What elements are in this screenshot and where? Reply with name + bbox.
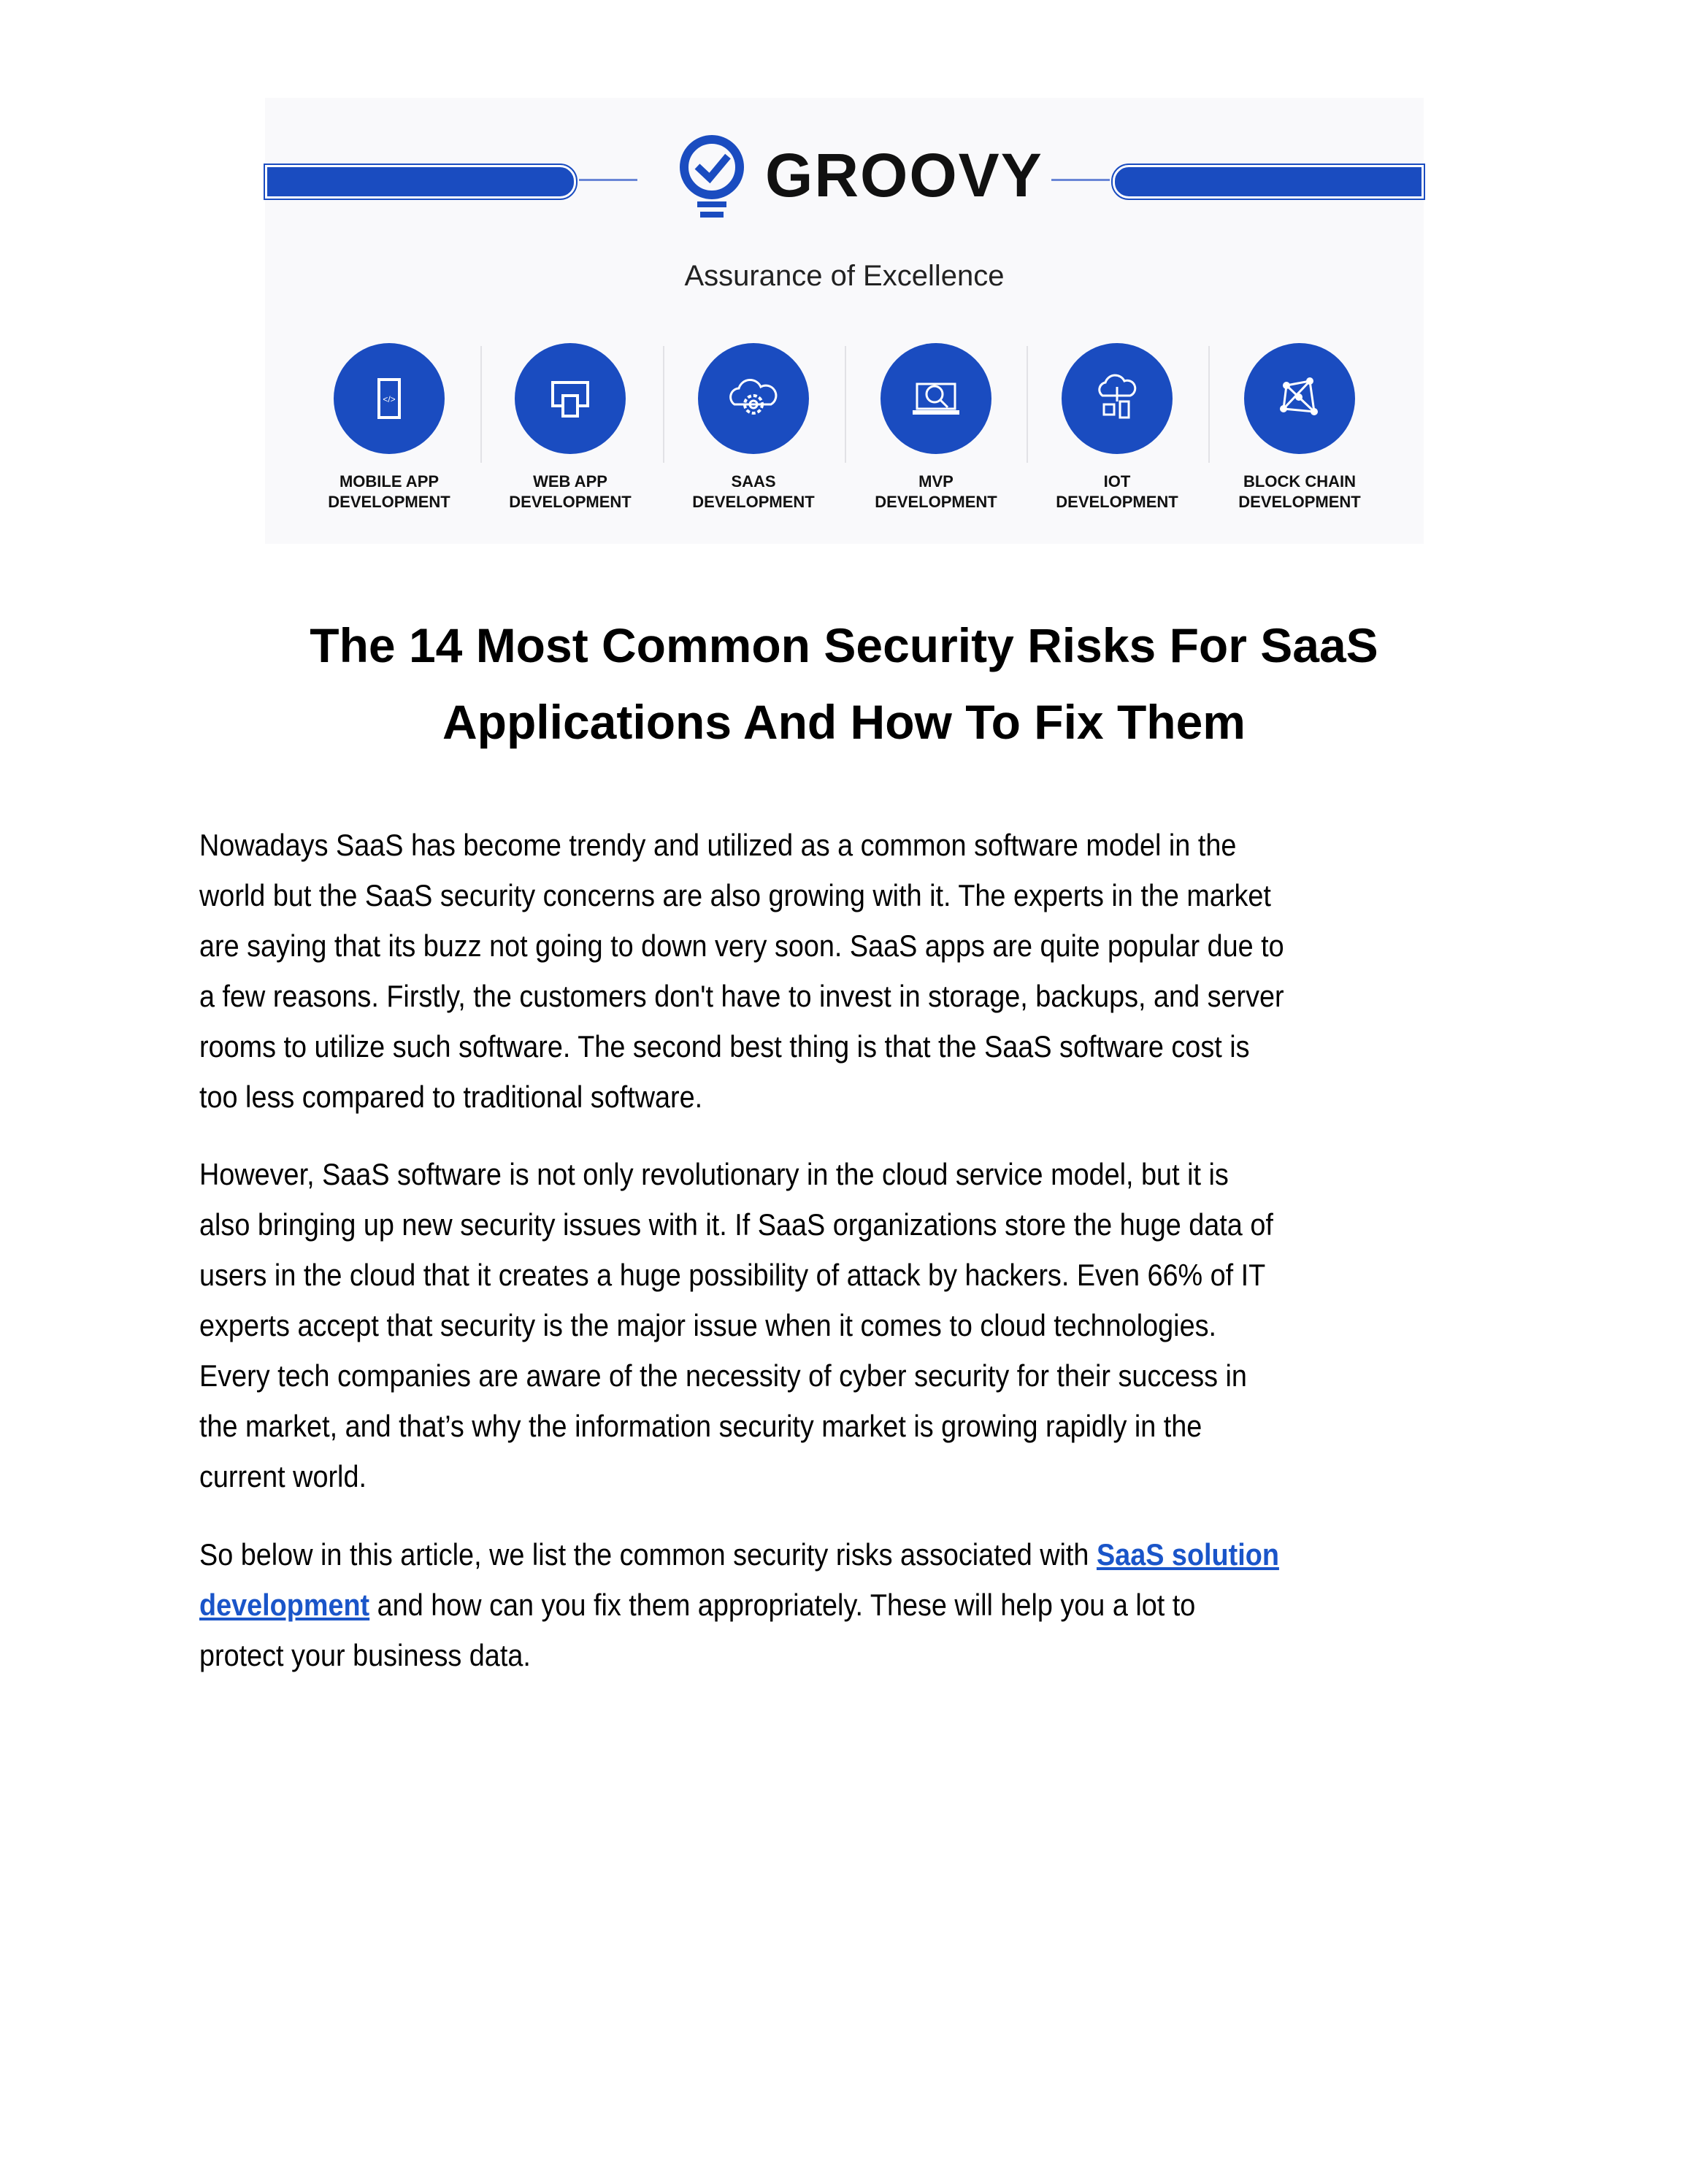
text-line: world but the SaaS security concerns are also growing with it. The experts in the market: [199, 878, 1271, 912]
service-item: [483, 343, 658, 512]
decorative-line-left: [579, 179, 637, 181]
text-line: However, SaaS software is not only revolutionary in the cloud service model, but it is: [199, 1157, 1229, 1191]
svg-text:</>: </>: [383, 394, 396, 404]
text: So below in this article, we list the common security risks associated with: [199, 1537, 1097, 1572]
service-item: [1029, 343, 1205, 512]
service-label: MVP DEVELOPMENT: [875, 472, 997, 511]
text-line: Nowadays SaaS has become trendy and utilized as a common software model in the: [199, 828, 1237, 862]
text-line: users in the cloud that it creates a huge possibility of attack by hackers. Even 66% of IT: [199, 1258, 1266, 1292]
service-label: MOBILE APP DEVELOPMENT: [328, 472, 450, 511]
article-title-line1: The 14 Most Common Security Risks For SaaS: [310, 618, 1378, 672]
service-item: [1212, 343, 1387, 512]
decorative-bar-left: [265, 165, 576, 199]
text-line: Every tech companies are aware of the necessity of cyber security for their success in: [199, 1358, 1247, 1393]
text-line: the market, and that’s why the information security market is growing rapidly in the: [199, 1409, 1202, 1443]
text-line: too less compared to traditional software.: [199, 1080, 703, 1114]
brand-name: GROOVY: [765, 141, 1043, 209]
iot-cloud-icon: [1062, 343, 1173, 454]
groovy-banner-image: [265, 98, 1424, 544]
text-line: current world.: [199, 1459, 367, 1493]
decorative-bar-right: [1113, 165, 1424, 199]
mobile-code-icon: [334, 343, 445, 454]
groovy-bulb-check-icon: [675, 134, 748, 229]
text-line: protect your business data.: [199, 1638, 531, 1672]
cloud-gear-icon: [698, 343, 809, 454]
text: and how can you fix them appropriately. These will help you a lot to: [369, 1588, 1196, 1622]
blockchain-network-icon: [1244, 343, 1355, 454]
saas-solution-development-link[interactable]: SaaS solution: [1096, 1537, 1279, 1572]
text-line: rooms to utilize such software. The second best thing is that the SaaS software cost is: [199, 1029, 1250, 1064]
web-app-icon: [515, 343, 626, 454]
service-item: [848, 343, 1024, 512]
saas-solution-development-link-cont[interactable]: development: [199, 1588, 370, 1622]
text-line: experts accept that security is the major issue when it comes to cloud technologies.: [199, 1308, 1216, 1342]
text-line: are saying that its buzz not going to down very soon. SaaS apps are quite popular due to: [199, 928, 1284, 963]
mvp-laptop-icon: [881, 343, 991, 454]
service-label: WEB APP DEVELOPMENT: [509, 472, 632, 511]
service-item: [666, 343, 841, 512]
tagline: Assurance of Excellence: [684, 260, 1005, 292]
service-label: IOT DEVELOPMENT: [1056, 472, 1178, 511]
decorative-line-right: [1051, 179, 1110, 181]
text-line: a few reasons. Firstly, the customers don't have to invest in storage, backups, and server: [199, 979, 1284, 1013]
article-title-line2: Applications And How To Fix Them: [442, 695, 1246, 749]
service-label: SAAS DEVELOPMENT: [692, 472, 815, 511]
service-label: BLOCK CHAIN DEVELOPMENT: [1238, 472, 1361, 511]
service-item: [302, 343, 477, 512]
text-line: also bringing up new security issues with it. If SaaS organizations store the huge data of: [199, 1207, 1273, 1242]
